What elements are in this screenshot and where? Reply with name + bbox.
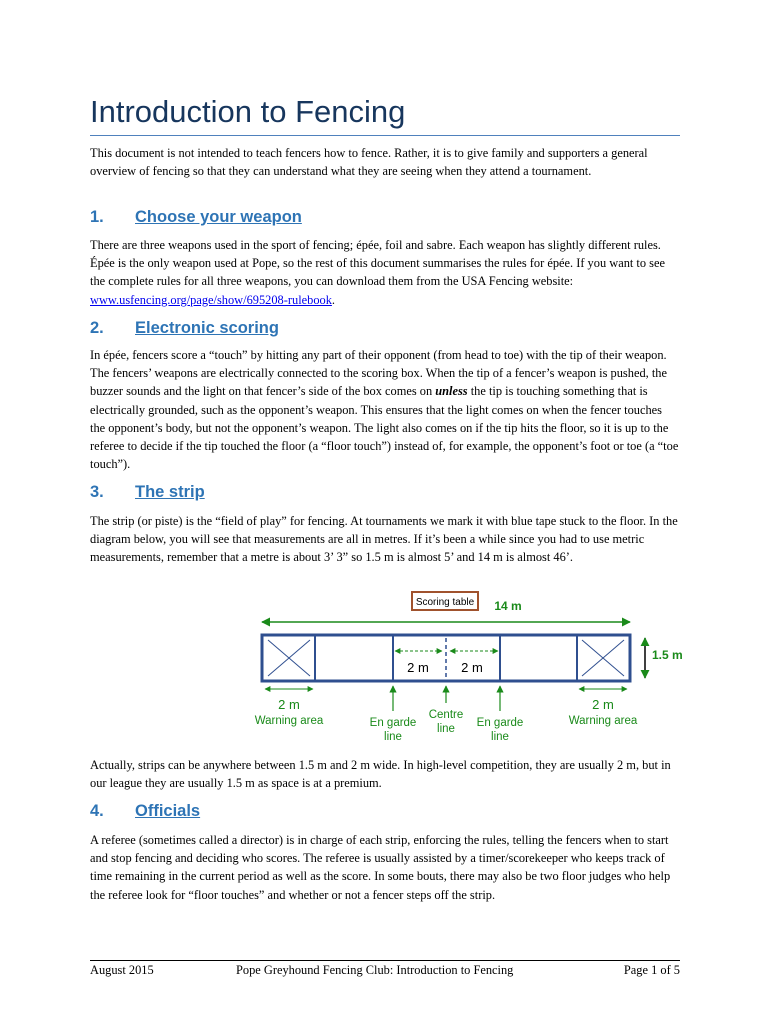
section-1-text-end: . [331, 292, 336, 307]
section-3-after-diagram: Actually, strips can be anywhere between 1.5 m and 2 m wide. In high-level competition, they are usually 2 m, but in our league they are usually 1.5 m as space is at a premium. [90, 758, 671, 791]
section-number: 3. [90, 483, 104, 501]
intro-paragraph: This document is not intended to teach fencers how to fence. Rather, it is to give family and supporters a general overview of fencing so that they can understand what they are seeing when they attend a tournament. [90, 146, 648, 179]
width-label: 1.5 m [652, 648, 683, 662]
footer-page-number: Page 1 of 5 [623, 963, 680, 977]
warning-right-label: Warning area [568, 715, 638, 727]
centre-label: Centre [428, 709, 464, 721]
section-heading-4 [90, 800, 680, 822]
footer-title: Pope Greyhound Fencing Club: Introduction to Fencing [236, 963, 514, 977]
title-underline [90, 135, 680, 136]
section-2-text-2: the tip is touching something that is electrically grounded, such as the opponent’s weapon. This ensures that the light comes on when the fencer touches the opponent’s body, but not the opponent’s weapon. The light also comes on if the tip hits the floor, so it is up to the referee to decide if the tip touched the floor (a “floor touch”) instead of, for example, the opponent’s foot or toe (a “toe touch”). [90, 384, 679, 472]
section-number: 2. [90, 319, 104, 337]
section-4-paragraph: A referee (sometimes called a director) is in charge of each strip, enforcing the rules, telling the fencers when to start and stop fencing and deciding who scores. The referee is usually assisted by a timer/scorekeeper who keeps track of time remaining in the current period as well as the score. In some bouts, there may also be two floor judges who help the referee look for “floor touches” and whether or not a fencer steps off the strip. [90, 833, 671, 902]
strip-diagram [170, 588, 638, 750]
centre-right-length: 2 m [461, 660, 483, 675]
section-number: 1. [90, 208, 104, 226]
section-heading-2 [90, 317, 680, 339]
en-garde-left-label-line: line [384, 731, 402, 743]
section-title: The strip [135, 483, 205, 501]
page-title: Introduction to Fencing [90, 94, 406, 129]
emphasis-unless: unless [435, 384, 468, 399]
section-number: 4. [90, 802, 104, 820]
length-label: 14 m [494, 599, 522, 613]
section-1-paragraph [90, 236, 680, 309]
section-heading-1 [90, 206, 680, 228]
warning-left-length: 2 m [278, 697, 300, 712]
rulebook-link[interactable]: www.usfencing.org/page/show/695208-rulebook [90, 292, 332, 307]
en-garde-right-label: En garde [476, 717, 524, 729]
warning-left-label: Warning area [254, 715, 324, 727]
centre-left-length: 2 m [407, 660, 429, 675]
section-1-text: There are three weapons used in the sport of fencing; épée, foil and sabre. Each weapon has slightly different rules. Épée is the only weapon used at Pope, so the rest of this document summarises the rules for épée. If you want to see the complete rules for all three weapons, you can download them from the USA Fencing website: [90, 238, 665, 289]
section-title: Officials [135, 802, 201, 820]
warning-right-length: 2 m [592, 697, 614, 712]
scoring-table-label: Scoring table [415, 597, 475, 608]
section-title: Choose your weapon [135, 208, 302, 226]
page-footer [90, 960, 680, 978]
en-garde-left-label: En garde [369, 717, 417, 729]
section-2-paragraph [90, 346, 680, 473]
footer-date: August 2015 [90, 963, 154, 977]
centre-label-line: line [437, 723, 455, 735]
section-title: Electronic scoring [135, 319, 279, 337]
en-garde-right-label-line: line [491, 731, 509, 743]
section-2-text-1: In épée, fencers score a “touch” by hitting any part of their opponent (from head to toe) with the tip of their weapon. The fencers’ weapons are electrically connected to the scoring box. When the tip of a fencer’s weapon is pushed, the buzzer sounds and the light on that fencer’s side of the box comes on [90, 348, 667, 399]
section-heading-3 [90, 481, 680, 503]
section-3-paragraph: The strip (or piste) is the “field of play” for fencing. At tournaments we mark it with blue tape stuck to the floor. In the diagram below, you will see that measurements are all in metres. If it’s been a while since you had to use metric measurements, remember that a metre is about 3’ 3” so 1.5 m is almost 5’ and 14 m is almost 46’. [90, 514, 678, 565]
